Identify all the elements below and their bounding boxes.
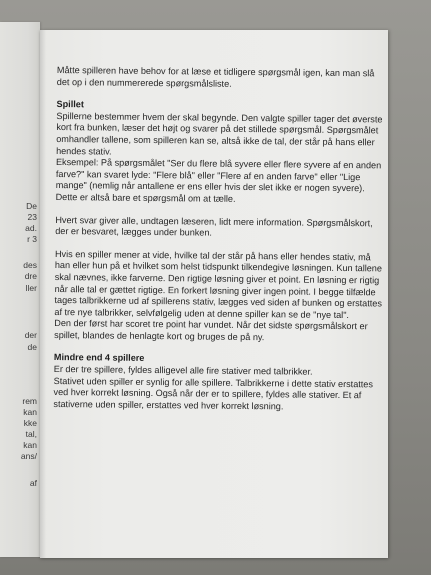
intro-paragraph	[57, 65, 379, 92]
text-line: kort fra bunken, læser det højt og svarer på det stillede spørgsmål. Spørgsmålet	[56, 122, 379, 136]
section-heading-mindre: Mindre end 4 spillere	[53, 352, 145, 364]
text-line: hendes stativ.	[56, 145, 112, 157]
text-line: Den der først har scoret tre point har vundet. Når det sidste spørgsmålskort er	[54, 318, 368, 332]
page-gutter-shadow	[40, 30, 46, 558]
previous-page-text-fragment: de	[27, 342, 37, 352]
text-line: Dette er altså bare et spørgsmål om at tælle.	[55, 191, 236, 204]
text-line: omhandler tallene, som spilleren kan se, altså ikke de tal, der står på hans eller	[56, 133, 375, 148]
text-line: skal nævnes, ikke farverne. Den rigtige løsning giver et point. En løsning er rigtig	[54, 271, 380, 286]
text-line: Er der tre spillere, fyldes alligevel alle fire stativer med talbrikker.	[53, 364, 313, 377]
text-line: farve?" kan svaret lyde: "Flere blå" eller "Flere af en anden farve" eller "Lige	[55, 168, 361, 182]
spillet-section	[55, 99, 383, 207]
page-text	[53, 65, 383, 425]
text-line: Stativet uden spiller er synlig for alle spillere. Talbrikkerne i dette stativ erstattes	[53, 375, 374, 389]
previous-page-text-fragment: ller	[25, 283, 37, 293]
text-line: Eksempel: På spørgsmålet "Ser du flere blå syvere eller flere syvere af en anden	[55, 157, 382, 171]
section-heading-spillet: Spillet	[56, 99, 84, 110]
text-line: der er besvaret, lægges under bunken.	[55, 226, 213, 238]
point-paragraph	[54, 248, 383, 345]
text-line: ved hver korrekt løsning. Også når der er to spillere, fyldes alle stativer. Et af	[53, 387, 362, 401]
previous-page-text-fragment: ans/	[20, 451, 37, 461]
previous-page-edge	[0, 22, 40, 557]
text-line: Hvis en spiller mener at vide, hvilke tal der står på hans eller hendes stativ, må	[54, 248, 371, 263]
text-line: han eller hun på et hvilket som helst tidspunkt tilkendegive løsningen. Kun tallene	[54, 260, 383, 274]
text-line: Spillerne bestemmer hvem der skal begynde. Den valgte spiller tager det øverste	[56, 110, 383, 125]
svar-paragraph	[55, 215, 377, 242]
text-line: stativerne uden spiller, erstattes ved hver korrekt løsning.	[53, 398, 284, 412]
text-line: spillet, blandes de henlagte kort og bruges de på ny.	[54, 329, 265, 343]
text-line: når alle tal er gættet rigtige. En forkert løsning giver ingen point. I begge tilfælde	[54, 283, 376, 297]
previous-page-text-fragment: af	[29, 478, 37, 488]
previous-page-text-fragment: der	[24, 330, 37, 340]
previous-page-text-fragment: kke	[23, 418, 37, 428]
text-line: mange" (nemlig når antallene er ens eller hvis der slet ikke er nogen syvere).	[55, 180, 365, 194]
previous-page-text-fragment: dre	[24, 271, 37, 281]
previous-page-text-fragment: tal,	[25, 429, 37, 439]
previous-page-text-fragment: r 3	[27, 234, 37, 244]
previous-page-text-fragment: 23	[27, 212, 37, 222]
text-line: Hvert svar giver alle, undtagen læseren, lidt mere information. Spørgsmålskort,	[55, 214, 373, 228]
mindre-section	[53, 352, 376, 413]
text-line: tages talbrikkerne ud af spillerens stativ, lægges ved siden af bunken og erstattes	[54, 295, 382, 309]
previous-page-text-fragment: kan	[23, 407, 37, 417]
previous-page-text-fragment: kan	[23, 440, 37, 450]
text-line: det op i den nummererede spørgsmålsliste.	[56, 76, 232, 89]
previous-page-text-fragment: De	[26, 201, 37, 211]
text-line: Måtte spilleren have behov for at læse et tidligere spørgsmål igen, kan man slå	[56, 65, 375, 79]
previous-page-text-fragment: des	[23, 260, 37, 270]
text-line: af tre nye talbrikker, selvfølgelig uden at denne spiller kan se de "nye tal".	[54, 306, 350, 320]
previous-page-text-fragment: rem	[22, 396, 37, 406]
previous-page-text-fragment: ad.	[25, 223, 37, 233]
